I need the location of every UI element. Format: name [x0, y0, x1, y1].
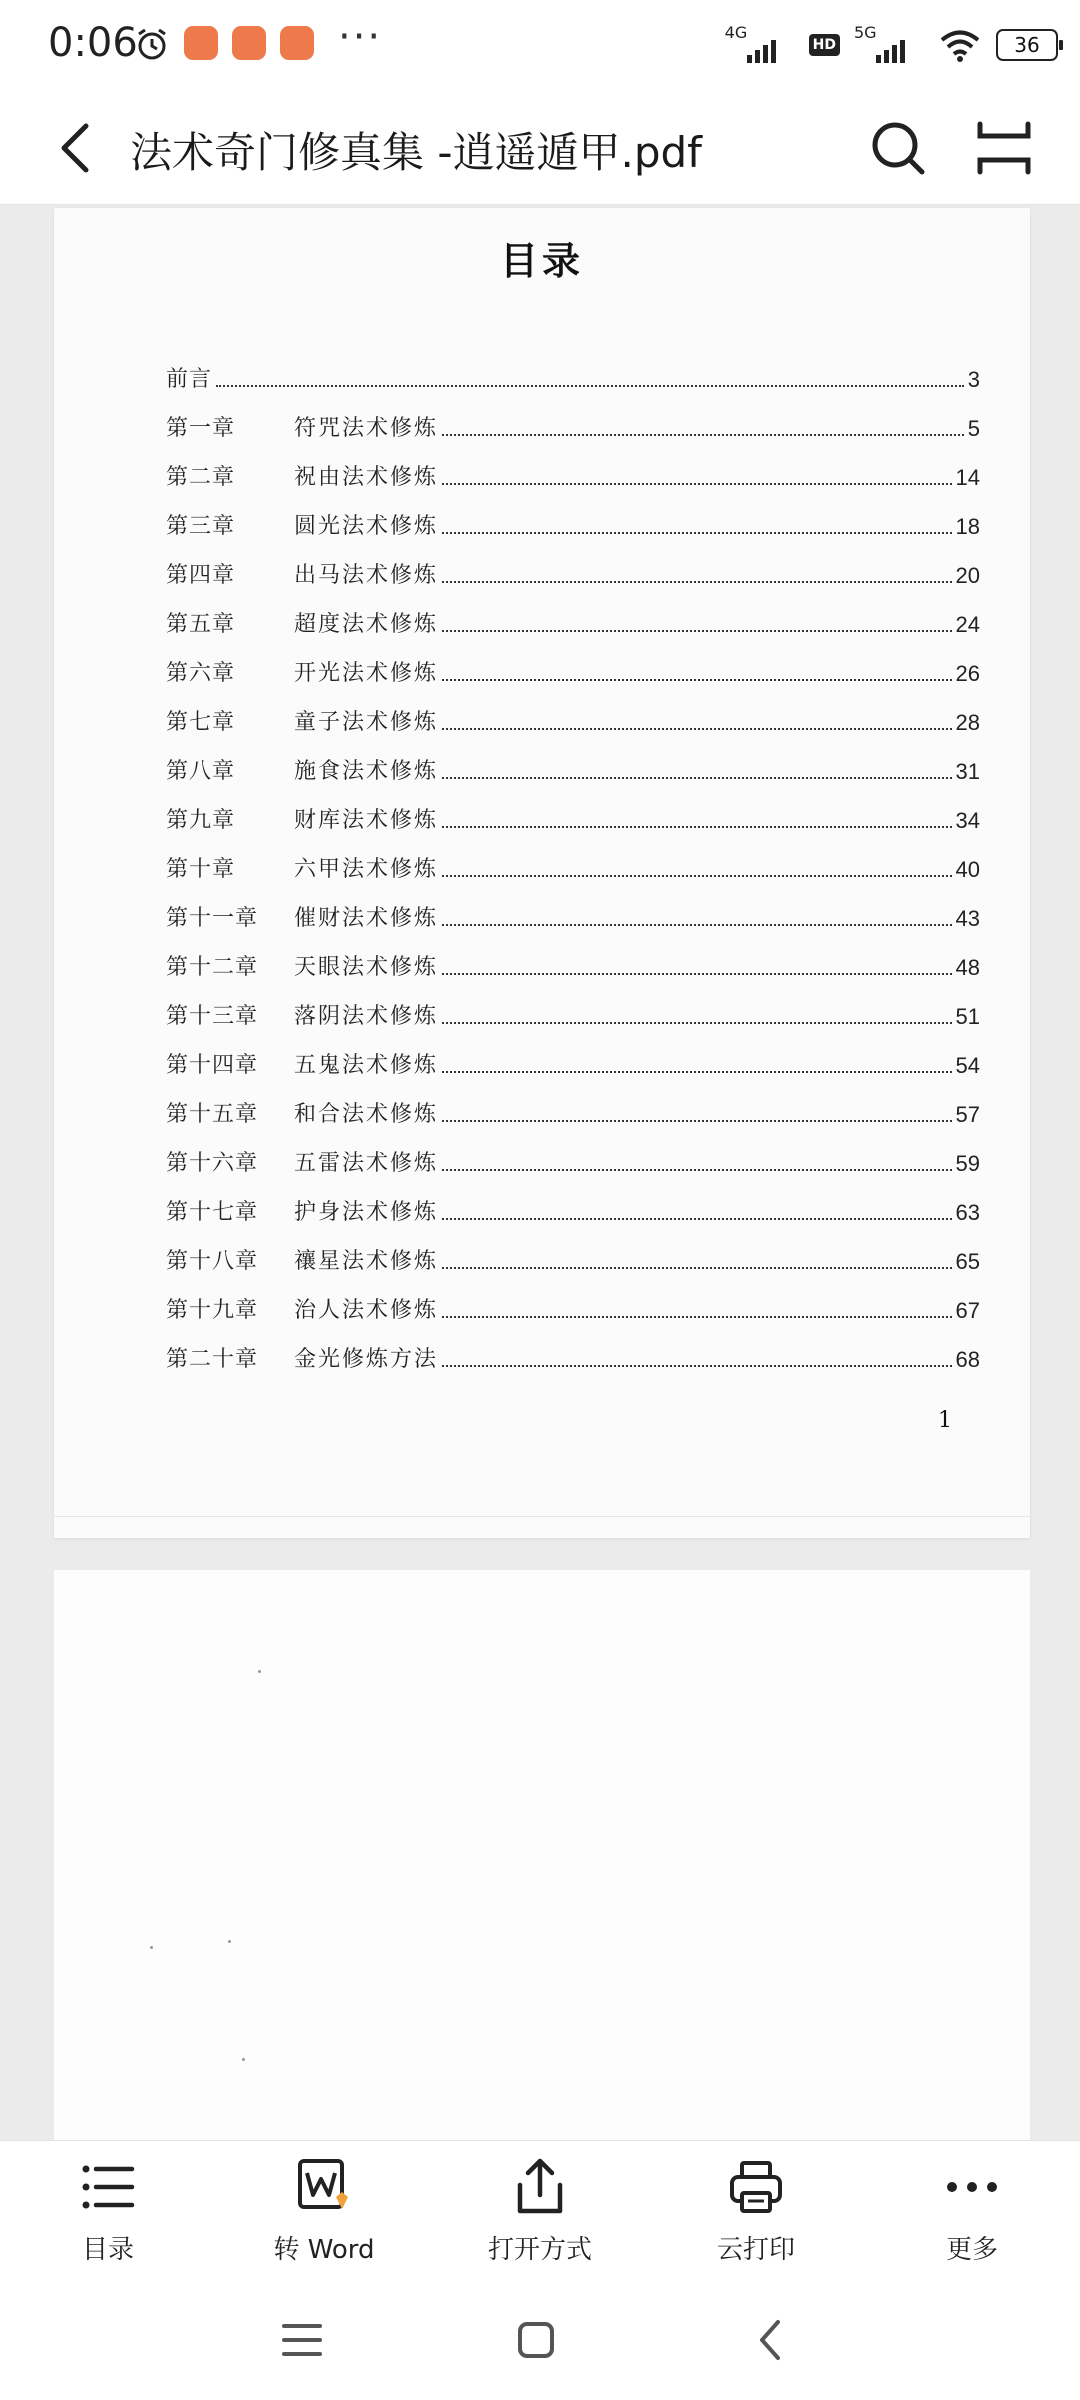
toc-chapter-number: 第十二章: [166, 955, 259, 980]
toc-chapter-title: 天眼法术修炼: [294, 955, 439, 980]
battery-icon: [996, 29, 1058, 61]
toc-page-number: 40: [955, 857, 980, 882]
pdf-page-1[interactable]: [54, 208, 1030, 1538]
toc-leader-dots: [442, 581, 952, 583]
signal-4g-icon: 4G: [725, 23, 795, 67]
toc-entry[interactable]: [166, 785, 980, 834]
toc-leader-dots: [442, 630, 952, 632]
toc-leader-dots: [442, 532, 952, 534]
toc-leader-dots: [442, 1169, 952, 1171]
mi-notification-icon: [280, 26, 314, 60]
status-time: 0:06: [48, 20, 138, 66]
toc-page-number: 54: [955, 1053, 980, 1078]
toc-page-number: 24: [955, 612, 980, 637]
toc-entry[interactable]: [166, 981, 980, 1030]
bottom-toolbar: [0, 2140, 1080, 2281]
pdf-page-2[interactable]: [54, 1570, 1030, 2150]
toc-page-number: 63: [955, 1200, 980, 1225]
battery-level: 36: [1014, 33, 1040, 57]
toc-page-number: 57: [955, 1102, 980, 1127]
toc-page-number: 65: [955, 1249, 980, 1274]
toolbar-open-with-button[interactable]: [432, 2141, 648, 2281]
toolbar-print-button[interactable]: [648, 2141, 864, 2281]
toc-chapter-number: 第十五章: [166, 1102, 259, 1127]
toc-chapter-number: 前言: [166, 367, 213, 392]
signal-5g-icon: 5G: [854, 23, 924, 67]
toc-page-number: 67: [955, 1298, 980, 1323]
toc-chapter-number: 第十八章: [166, 1249, 259, 1274]
toc-chapter-title: 童子法术修炼: [294, 710, 439, 735]
toc-page-number: 68: [955, 1347, 980, 1372]
menu-icon[interactable]: [272, 2310, 332, 2370]
search-icon[interactable]: [864, 114, 932, 182]
toc-chapter-number: 第十七章: [166, 1200, 259, 1225]
toc-chapter-title: 超度法术修炼: [294, 612, 439, 637]
share-icon: [508, 2155, 572, 2219]
toc-chapter-title: 祝由法术修炼: [294, 465, 439, 490]
toc-leader-dots: [442, 1071, 952, 1073]
toc-leader-dots: [442, 434, 964, 436]
toolbar-word-label: 转 Word: [273, 2235, 375, 2265]
toc-entry[interactable]: [166, 883, 980, 932]
toc-chapter-title: 五雷法术修炼: [294, 1151, 439, 1176]
toc-leader-dots: [442, 973, 952, 975]
nav-back-icon[interactable]: [742, 2310, 802, 2370]
toc-entry[interactable]: [166, 1226, 980, 1275]
toc-chapter-number: 第三章: [166, 514, 236, 539]
toc-heading: 目录: [499, 238, 584, 283]
toolbar-toc-button[interactable]: [0, 2141, 216, 2281]
toc-leader-dots: [442, 728, 952, 730]
toc-chapter-title: 落阴法术修炼: [294, 1004, 439, 1029]
toolbar-open-with-label: 打开方式: [487, 2235, 592, 2265]
toc-leader-dots: [442, 679, 952, 681]
toc-page-number: 51: [955, 1004, 980, 1029]
toc-page-number: 31: [955, 759, 980, 784]
toc-chapter-title: 金光修炼方法: [294, 1347, 439, 1372]
toc-entry[interactable]: [166, 834, 980, 883]
toc-leader-dots: [442, 483, 952, 485]
shop-notification-icon: [232, 26, 266, 60]
toc-page-number: 34: [955, 808, 980, 833]
toc-entry[interactable]: [166, 540, 980, 589]
toc-chapter-number: 第六章: [166, 661, 236, 686]
toc-chapter-number: 第七章: [166, 710, 236, 735]
toc-chapter-number: 第十九章: [166, 1298, 259, 1323]
toc-chapter-number: 第十三章: [166, 1004, 259, 1029]
system-nav-bar: [0, 2280, 1080, 2400]
toc-entry[interactable]: [166, 344, 980, 393]
toc-entry[interactable]: [166, 687, 980, 736]
toc-leader-dots: [442, 1365, 952, 1367]
toc-entry[interactable]: [166, 1324, 980, 1373]
toc-page-number: 14: [955, 465, 980, 490]
toc-chapter-title: 五鬼法术修炼: [294, 1053, 439, 1078]
toc-page-number: 43: [955, 906, 980, 931]
toc-page-number: 59: [955, 1151, 980, 1176]
page-view-icon[interactable]: [970, 114, 1038, 182]
toc-entry[interactable]: [166, 1030, 980, 1079]
toc-chapter-number: 第八章: [166, 759, 236, 784]
hd-icon: HD: [809, 34, 840, 56]
app-notification-icon: [184, 26, 218, 60]
toc-entry[interactable]: [166, 932, 980, 981]
toc-page-number: 48: [955, 955, 980, 980]
toc-chapter-number: 第五章: [166, 612, 236, 637]
toc-page-number: 18: [955, 514, 980, 539]
toc-page-number: 28: [955, 710, 980, 735]
toc-chapter-title: 符咒法术修炼: [294, 416, 439, 441]
toc-chapter-number: 第九章: [166, 808, 236, 833]
toolbar-word-button[interactable]: [216, 2141, 432, 2281]
toc-entry[interactable]: [166, 393, 980, 442]
toc-entry[interactable]: [166, 736, 980, 785]
toc-entry[interactable]: [166, 589, 980, 638]
home-icon[interactable]: [506, 2310, 566, 2370]
toc-chapter-title: 圆光法术修炼: [294, 514, 439, 539]
toolbar-toc-label: 目录: [81, 2235, 134, 2265]
toc-chapter-title: 财库法术修炼: [294, 808, 439, 833]
toc-chapter-title: 六甲法术修炼: [294, 857, 439, 882]
wifi-icon: [938, 27, 982, 63]
toc-leader-dots: [216, 385, 964, 387]
toc-chapter-number: 第十六章: [166, 1151, 259, 1176]
toolbar-more-label: 更多: [945, 2235, 998, 2265]
toc-chapter-number: 第十章: [166, 857, 236, 882]
status-bar: [0, 0, 1080, 92]
list-icon: [76, 2155, 140, 2219]
printer-icon: [724, 2155, 788, 2219]
toc-leader-dots: [442, 826, 952, 828]
toc-chapter-title: 施食法术修炼: [294, 759, 439, 784]
toc-leader-dots: [442, 1120, 952, 1122]
page-speck: [258, 1670, 261, 1673]
toc-chapter-title: 护身法术修炼: [294, 1200, 439, 1225]
toc-chapter-title: 和合法术修炼: [294, 1102, 439, 1127]
toc-entry[interactable]: [166, 1275, 980, 1324]
toc-chapter-number: 第十一章: [166, 906, 259, 931]
back-icon[interactable]: [48, 114, 108, 182]
toc-leader-dots: [442, 1316, 952, 1318]
toc-entry[interactable]: [166, 638, 980, 687]
more-icon: [940, 2155, 1004, 2219]
toc-chapter-number: 第四章: [166, 563, 236, 588]
toc-leader-dots: [442, 1022, 952, 1024]
page-speck: [242, 2058, 245, 2061]
app-header: [0, 92, 1080, 205]
toc-page-number: 26: [955, 661, 980, 686]
toc-entry[interactable]: [166, 442, 980, 491]
toc-entry[interactable]: [166, 1128, 980, 1177]
word-convert-icon: [292, 2155, 356, 2219]
toc-leader-dots: [442, 1267, 952, 1269]
toc-page-number: 20: [955, 563, 980, 588]
page-divider: [54, 1516, 1030, 1517]
toolbar-more-button[interactable]: [864, 2141, 1080, 2281]
toc-entry[interactable]: [166, 1177, 980, 1226]
toc-entry[interactable]: [166, 1079, 980, 1128]
toc-leader-dots: [442, 777, 952, 779]
toc-chapter-number: 第二章: [166, 465, 236, 490]
table-of-contents: [166, 344, 980, 1373]
more-notifications-icon: ···: [338, 14, 383, 60]
toc-chapter-number: 第二十章: [166, 1347, 259, 1372]
page-number: 1: [938, 1408, 952, 1433]
toc-leader-dots: [442, 924, 952, 926]
page-speck: [150, 1946, 153, 1949]
toc-entry[interactable]: [166, 491, 980, 540]
toolbar-print-label: 云打印: [716, 2235, 795, 2265]
toc-leader-dots: [442, 875, 952, 877]
page-speck: [228, 1940, 231, 1943]
toc-page-number: 5: [967, 416, 980, 441]
toc-chapter-number: 第一章: [166, 416, 236, 441]
toc-chapter-title: 催财法术修炼: [294, 906, 439, 931]
status-right: [725, 20, 1058, 70]
toc-chapter-title: 出马法术修炼: [294, 563, 439, 588]
toc-page-number: 3: [967, 367, 980, 392]
toc-chapter-title: 开光法术修炼: [294, 661, 439, 686]
toc-chapter-title: 禳星法术修炼: [294, 1249, 439, 1274]
alarm-icon: [134, 26, 170, 62]
toc-chapter-title: 治人法术修炼: [294, 1298, 439, 1323]
toc-chapter-number: 第十四章: [166, 1053, 259, 1078]
document-title: 法术奇门修真集 -逍遥遁甲.pdf: [130, 128, 702, 177]
toc-leader-dots: [442, 1218, 952, 1220]
